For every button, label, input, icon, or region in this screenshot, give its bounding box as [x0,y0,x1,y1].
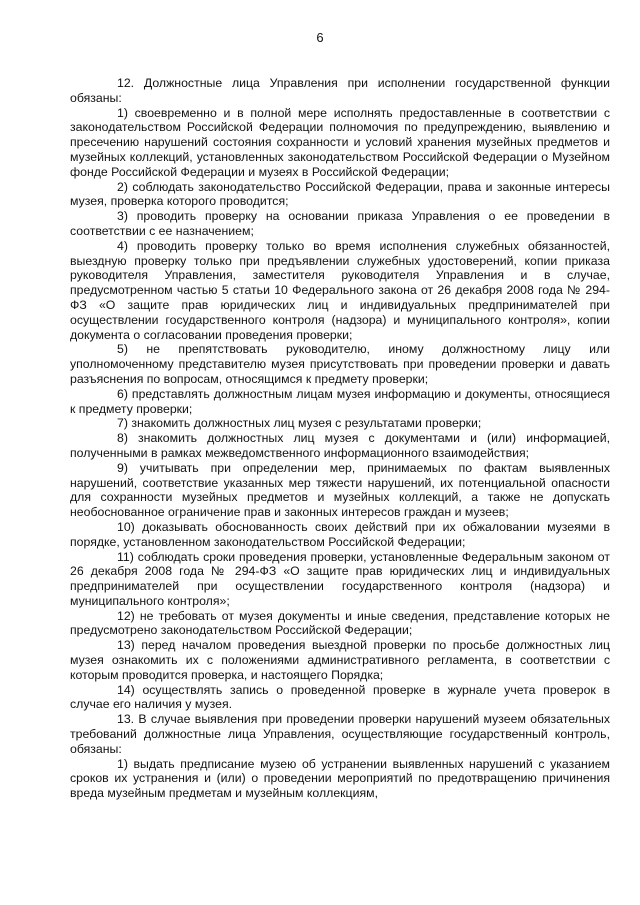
list-item: 4) проводить проверку только во время исполнения служебных обязанностей, выездную проверку только при предъявлении служебных удостоверений, копии приказа руководителя Управления, заместителя руководителя Управления и в случае, предусмотренном частью 5 статьи 10 Федерального закона от 26 декабря 2008 года № 294-ФЗ «О защите прав юридических лиц и индивидуальных предпринимателей при осуществлении государственного контроля (надзора) и муниципального контроля», копии документа о согласовании проведения проверки; [70,238,610,342]
list-item: 8) знакомить должностных лиц музея с документами и (или) информацией, полученными в рамках межведомственного информационного взаимодействия; [70,431,610,460]
list-item: 14) осуществлять запись о проведенной проверке в журнале учета проверок в случае его наличия у музея. [70,682,610,712]
page-number: 6 [316,30,324,45]
list-item: 5) не препятствовать руководителю, иному должностному лицу или уполномоченному представителю музея присутствовать при проведении проверки и давать разъяснения по вопросам, относящимся к предмету проверки; [70,342,610,386]
list-item: 6) представлять должностным лицам музея информацию и документы, относящиеся к предмету проверки; [70,386,610,416]
list-item: 1) своевременно и в полной мере исполнять предоставленные в соответствии с законодательством Российской Федерации полномочия по предупреждению, выявлению и пресечению нарушений состояния сохранности и условий хранения музейных предметов и музейных коллекций, установленных законодательством Российской Федерации о Музейном фонде Российской Федерации и музеях в Российской Федерации; [70,105,610,179]
section-13-intro: 13. В случае выявления при проведении проверки нарушений музеем обязательных требований должностные лица Управления, осуществляющие государственный контроль, обязаны: [70,712,610,756]
section-12-intro: 12. Должностные лица Управления при исполнении государственной функции обязаны: [70,76,610,105]
list-item: 1) выдать предписание музею об устранении выявленных нарушений с указанием сроков их устранения и (или) о проведении мероприятий по предотвращению причинения вреда музейным предметам и музейным коллекциям, [70,756,610,801]
list-item: 10) доказывать обоснованность своих действий при их обжаловании музеями в порядке, установленном законодательством Российской Федерации; [70,519,610,549]
list-item: 9) учитывать при определении мер, принимаемых по фактам выявленных нарушений, соответствие указанных мер тяжести нарушений, их потенциальной опасности для сохранности музейных предметов и музейных коллекций, а также не допускать необоснованное ограничение прав и законных интересов граждан и музеев; [70,460,610,520]
list-item: 7) знакомить должностных лиц музея с результатами проверки; [117,416,482,431]
list-item: 13) перед началом проведения выездной проверки по просьбе должностных лиц музея ознакомить их с положениями административного регламента, в соответствии с которым проводится проверка, и настоящего Порядка; [70,638,610,682]
list-item: 12) не требовать от музея документы и иные сведения, представление которых не предусмотрено законодательством Российской Федерации; [70,608,610,638]
list-item: 3) проводить проверку на основании приказа Управления о ее проведении в соответствии с ее назначением; [70,209,610,238]
list-item: 2) соблюдать законодательство Российской Федерации, права и законные интересы музея, проверка которого проводится; [70,179,610,209]
document-body [70,76,610,801]
list-item: 11) соблюдать сроки проведения проверки, установленные Федеральным законом от 26 декабря 2008 года № 294-ФЗ «О защите прав юридических лиц и индивидуальных предпринимателей при осуществлении государственного контроля (надзора) и муниципального контроля»; [70,549,610,608]
